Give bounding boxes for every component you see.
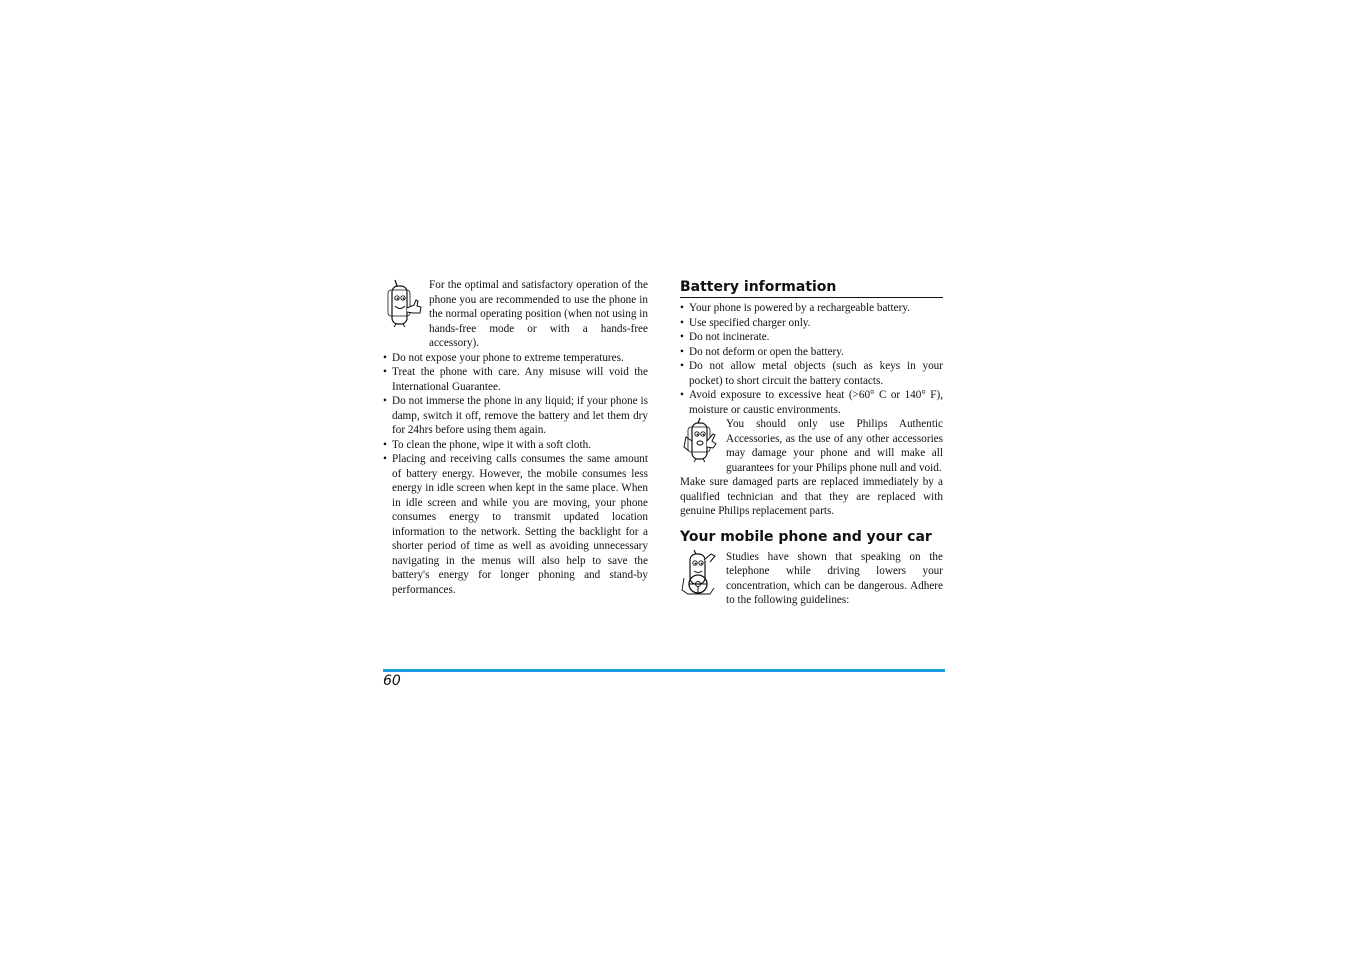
list-item: • Use specified charger only.	[680, 316, 943, 331]
operating-position-note	[383, 278, 648, 351]
list-item: • Do not allow metal objects (such as keys in your pocket) to short circuit the battery contacts.	[680, 359, 943, 388]
list-item: • Do not immerse the phone in any liquid; if your phone is damp, switch it off, remove the battery and let them dry for 24hrs before using them again.	[383, 394, 648, 438]
care-guidelines-list	[383, 351, 648, 598]
right-column	[680, 278, 943, 608]
list-item: • Do not deform or open the battery.	[680, 345, 943, 360]
list-item: • Placing and receiving calls consumes the same amount of battery energy. However, the mobile consumes less energy in idle screen when kept in the same place. When in idle screen and while you are moving, your phone consumes energy to transmit updated location information to the network. Setting the backlight for a shorter period of time as well as avoiding unnecessary navigating in the menus will also help to save the battery's energy for longer phoning and stand-by performances.	[383, 452, 648, 597]
page-number: 60	[383, 673, 401, 689]
accessories-note-text: You should only use Philips Authentic Accessories, as the use of any other accessories may damage your phone and will make all guarantees for your Philips phone null and void.	[726, 418, 943, 474]
list-item: • Your phone is powered by a rechargeable battery.	[680, 301, 943, 316]
list-item: • Treat the phone with care. Any misuse will void the International Guarantee.	[383, 365, 648, 394]
list-item: • Avoid exposure to excessive heat (>60° C or 140° F), moisture or caustic environments.	[680, 388, 943, 417]
accessories-note	[680, 417, 943, 475]
mobile-phone-and-car-heading: Your mobile phone and your car	[680, 528, 932, 545]
damaged-parts-text: Make sure damaged parts are replaced immediately by a qualified technician and that they are replaced with genuine Philips replacement parts.	[680, 476, 943, 517]
driving-note	[680, 550, 943, 608]
battery-guidelines-list	[680, 301, 943, 417]
list-item: • Do not expose your phone to extreme temperatures.	[383, 351, 648, 366]
footer-rule	[383, 669, 945, 672]
operating-position-text: For the optimal and satisfactory operation of the phone you are recommended to use the phone in the normal operating position (when not using in hands-free mode or with a hands-free accessory).	[429, 279, 648, 349]
left-column	[383, 278, 648, 597]
list-item: • Do not incinerate.	[680, 330, 943, 345]
list-item: • To clean the phone, wipe it with a soft cloth.	[383, 438, 648, 453]
battery-information-heading: Battery information	[680, 278, 943, 298]
phone-character-pointing-icon	[680, 417, 724, 467]
driving-note-text: Studies have shown that speaking on the telephone while driving lowers your concentration, which can be dangerous. Adhere to the following guidelines:	[726, 550, 943, 606]
phone-character-thumbsup-icon	[383, 278, 427, 328]
phone-character-driving-icon	[680, 550, 724, 600]
